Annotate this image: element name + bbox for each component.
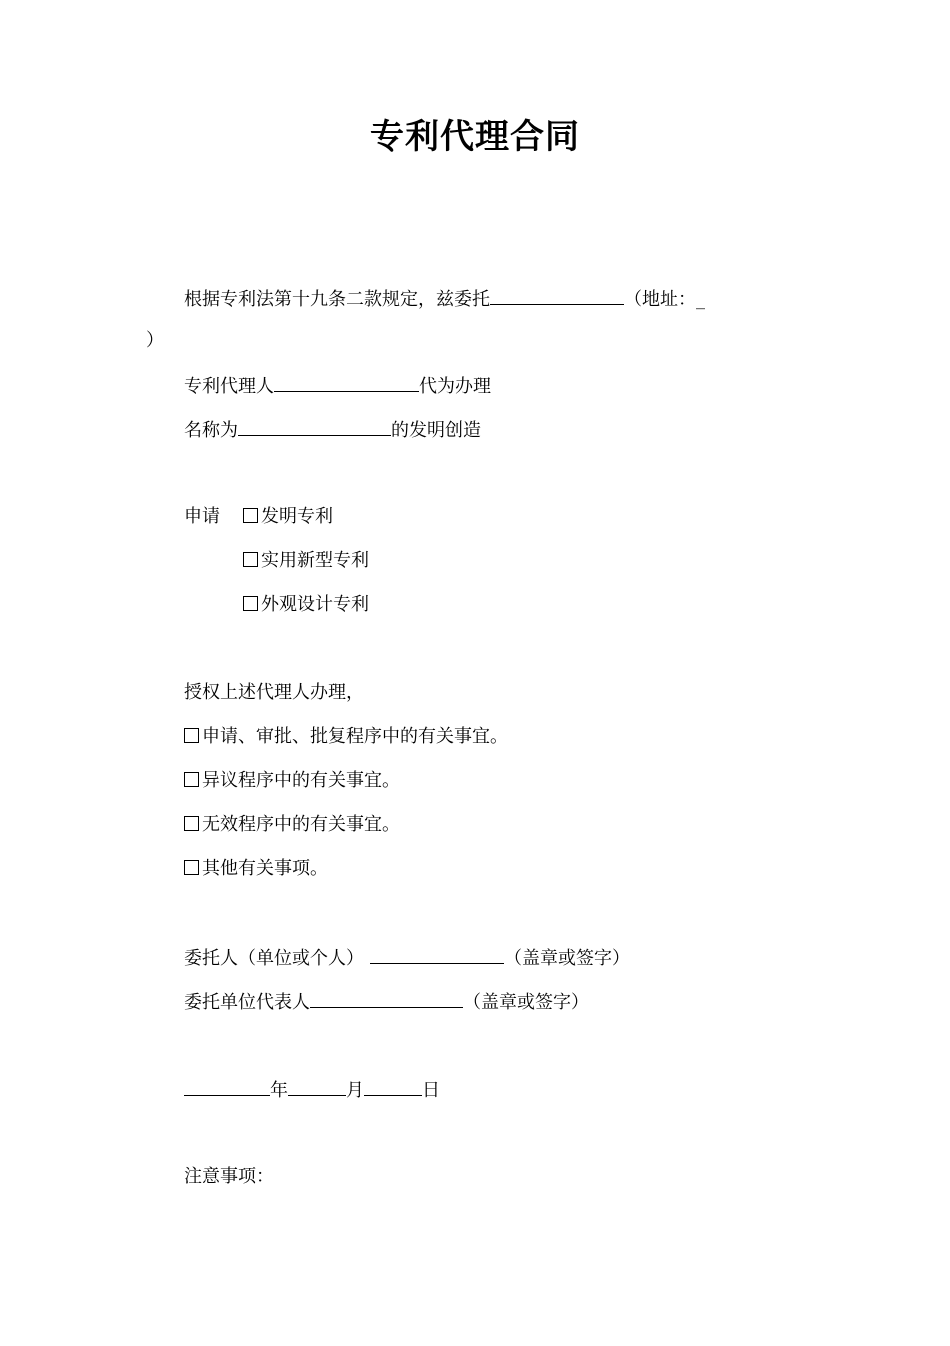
principal-line	[184, 945, 630, 971]
address-label: （地址：_	[624, 289, 705, 310]
checkbox[interactable]	[184, 860, 199, 875]
apply-option-invention[interactable]	[243, 505, 333, 529]
authorize-item[interactable]	[184, 857, 328, 881]
checkbox[interactable]	[184, 728, 199, 743]
authorize-item[interactable]	[184, 813, 400, 837]
representative-blank[interactable]	[310, 989, 463, 1008]
date-line	[184, 1077, 440, 1103]
option-label: 实用新型专利	[261, 550, 369, 571]
agent-blank[interactable]	[274, 373, 419, 392]
entrusted-blank[interactable]	[490, 286, 624, 305]
checkbox[interactable]	[243, 508, 258, 523]
invention-name-blank[interactable]	[238, 417, 391, 436]
principal-blank[interactable]	[370, 945, 504, 964]
authorize-heading: 授权上述代理人办理，	[184, 682, 364, 703]
agent-line	[184, 373, 491, 399]
checkbox[interactable]	[184, 772, 199, 787]
name-prefix: 名称为	[184, 420, 238, 441]
year-blank[interactable]	[184, 1077, 270, 1096]
authorize-item[interactable]	[184, 725, 508, 749]
day-blank[interactable]	[364, 1077, 422, 1096]
checkbox[interactable]	[243, 552, 258, 567]
apply-label: 申请	[184, 506, 220, 527]
checkbox[interactable]	[184, 816, 199, 831]
intro-line	[184, 286, 705, 312]
agent-suffix: 代为办理	[419, 376, 491, 397]
representative-suffix: （盖章或签字）	[463, 992, 589, 1013]
representative-prefix: 委托单位代表人	[184, 992, 310, 1013]
agent-prefix: 专利代理人	[184, 376, 274, 397]
name-suffix: 的发明创造	[391, 420, 481, 441]
option-label: 发明专利	[261, 506, 333, 527]
apply-option-utility[interactable]	[243, 549, 369, 573]
authorize-item[interactable]	[184, 769, 400, 793]
principal-suffix: （盖章或签字）	[504, 948, 630, 969]
principal-prefix: 委托人（单位或个人）	[184, 948, 364, 969]
item-label: 异议程序中的有关事宜。	[202, 770, 400, 791]
day-label: 日	[422, 1080, 440, 1101]
document-title: 专利代理合同	[370, 117, 580, 157]
item-label: 申请、审批、批复程序中的有关事宜。	[202, 726, 508, 747]
intro-text: 根据专利法第十九条二款规定，兹委托	[184, 289, 490, 310]
month-blank[interactable]	[288, 1077, 346, 1096]
intro-close: ）	[146, 330, 164, 351]
invention-name-line	[184, 417, 481, 443]
representative-line	[184, 989, 589, 1015]
apply-option-design[interactable]	[243, 593, 369, 617]
option-label: 外观设计专利	[261, 594, 369, 615]
checkbox[interactable]	[243, 596, 258, 611]
item-label: 无效程序中的有关事宜。	[202, 814, 400, 835]
item-label: 其他有关事项。	[202, 858, 328, 879]
year-label: 年	[270, 1080, 288, 1101]
notes-heading: 注意事项：	[184, 1166, 274, 1187]
month-label: 月	[346, 1080, 364, 1101]
